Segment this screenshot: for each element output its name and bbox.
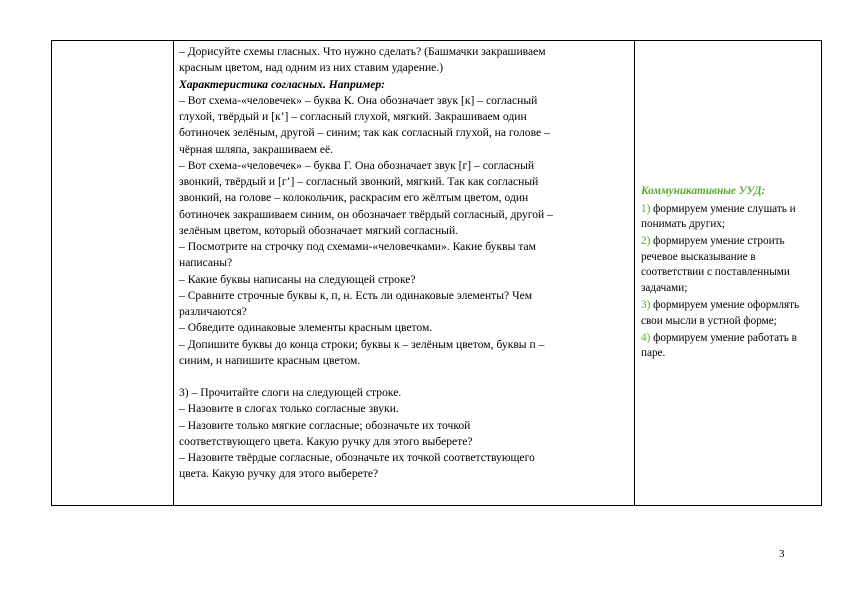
lesson-table [51,40,822,506]
text-line: – Вот схема-«человечек» – буква Г. Она обозначает звук [г] – согласный [179,158,535,172]
text-line: 3) – Прочитайте слоги на следующей строке. [179,386,402,399]
text-line: – Назовите твёрдые согласные, обозначьте их точкой соответствующего [179,451,535,464]
page-number: 3 [779,548,785,560]
uud-item [641,331,815,362]
uud-item-text: формируем умение оформлять свои мысли в устной форме; [641,299,800,327]
uud-item-number: 2) [641,235,651,248]
text-line: звонкий, твёрдый и [г’] – согласный звонкий, мягкий. Так как согласный [179,175,539,188]
section-heading: Характеристика согласных. Например: [179,77,385,91]
text-line: – Обведите одинаковые элементы красным цветом. [179,321,433,335]
text-line: ботиночек зелёным, другой – синим; так как согласный глухой, на голове – [179,126,550,140]
text-line: чёрная шляпа, закрашиваем её. [179,142,334,156]
text-line: – Назовите в слогах только согласные звуки. [179,402,399,416]
uud-item-text: формируем умение слушать и понимать других; [641,202,796,231]
uud-item-number: 1) [641,202,651,215]
text-line: глухой, твёрдый и [к’] – согласный глухой, мягкий. Закрашиваем один [179,110,527,123]
text-line: звонкий, на голове – колокольчик, раскрасим его жёлтым цветом, один [179,191,529,205]
uud-item-text: формируем умение строить речевое высказывание в соответствии с поставленными задачами; [641,235,790,294]
uud-title: Коммуникативные УУД: [641,185,766,198]
text-line: – Вот схема-«человечек» – буква К. Она обозначает звук [к] – согласный [179,93,538,107]
text-line: ботиночек закрашиваем синим, он обозначает твёрдый согласный, другой – [179,207,553,221]
text-line: красным цветом, над одним из них ставим ударение.) [179,61,444,75]
table-column-uud [635,41,821,505]
text-line: соответствующего цвета. Какую ручку для этого выберете? [179,434,473,448]
text-line: – Какие буквы написаны на следующей строке? [179,272,416,286]
text-line: синим, н напишите красным цветом. [179,353,361,367]
text-line: различаются? [179,305,247,318]
uud-item-text: формируем умение работать в паре. [641,331,797,360]
text-line: – Допишите буквы до конца строки; буквы к – зелёным цветом, буквы п – [179,337,545,351]
text-line: написаны? [179,256,233,270]
table-column-teacher-activity [174,41,635,505]
uud-item [641,298,815,329]
text-line: – Дорисуйте схемы гласных. Что нужно сделать? (Башмачки закрашиваем [179,45,546,58]
text-line: – Назовите только мягкие согласные; обозначьте их точкой [179,418,471,432]
text-line: – Посмотрите на строчку под схемами-«человечками». Какие буквы там [179,240,536,253]
uud-item-number: 3) [641,299,651,312]
uud-item [641,234,815,296]
uud-item [641,202,815,233]
table-column-stage [52,41,174,505]
uud-item-number: 4) [641,331,651,344]
text-line: цвета. Какую ручку для этого выберете? [179,467,379,481]
blank-line [179,369,630,385]
text-line: зелёным цветом, который обозначает мягкий согласный. [179,223,459,237]
text-line: – Сравните строчные буквы к, п, н. Есть ли одинаковые элементы? Чем [179,288,533,302]
